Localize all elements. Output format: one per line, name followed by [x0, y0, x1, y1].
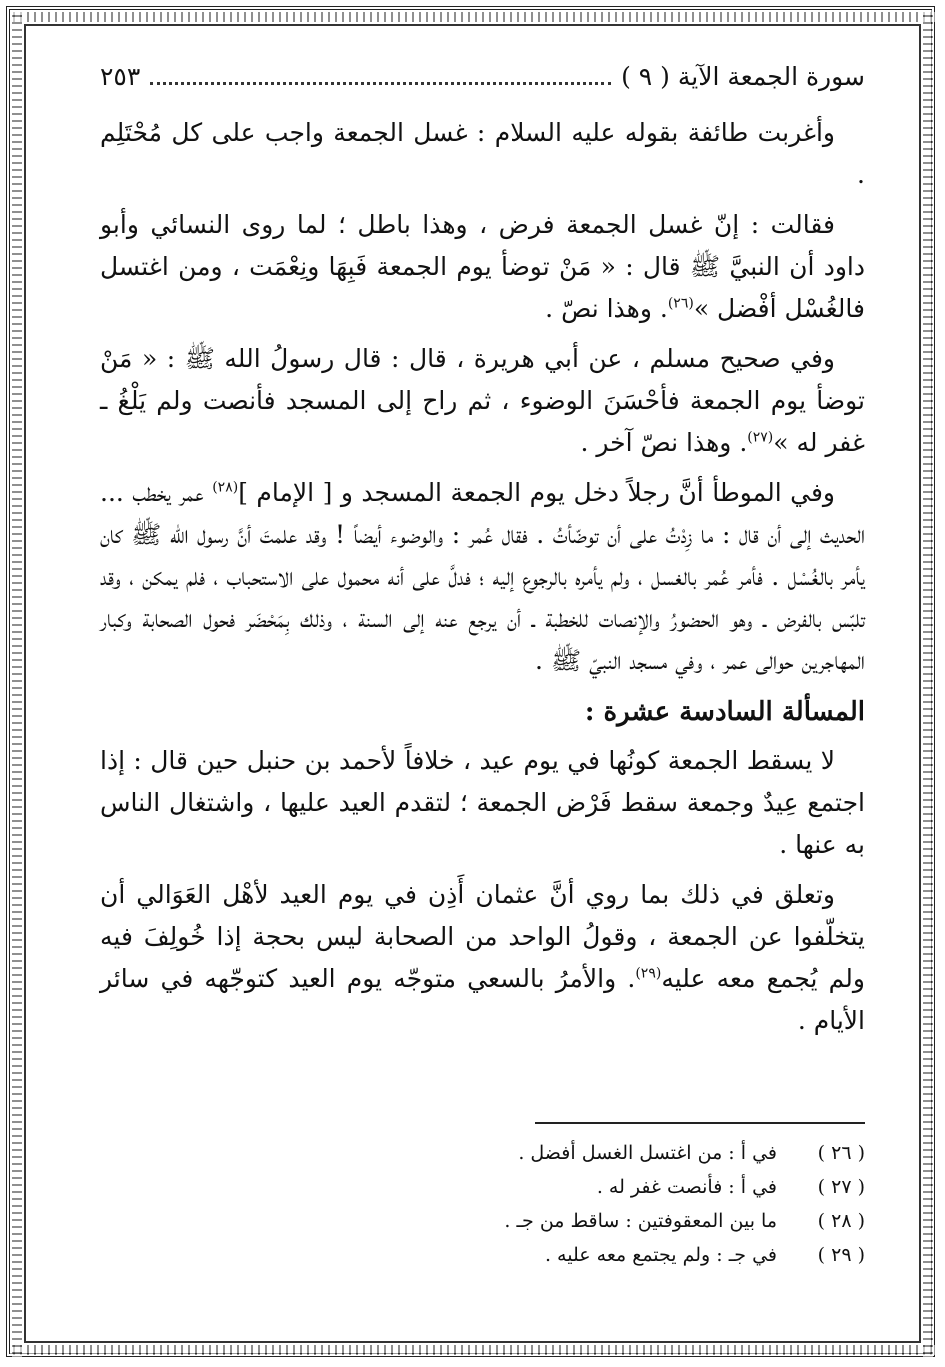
footnote-ref-28[interactable]: (٢٨) — [212, 479, 239, 496]
page-number: ٢٥٣ — [100, 62, 141, 91]
page-content — [100, 60, 865, 1272]
footnote-ref-26[interactable]: (٢٦) — [667, 295, 694, 312]
border-ornament-right — [923, 10, 933, 1357]
running-header — [100, 60, 865, 94]
footnotes — [100, 1136, 865, 1272]
paragraph-4: وفي الموطأ أنَّ رجلاً دخل يوم الجمعة المسجد و [ الإمام ]$^{(٢٨)}$ عمر يخطب ... الحديث إلى أن قال : ما زِدْتُ على أن توضّأتُ . فقال عُمر : والوضوء أيضاً ! وقد علمتَ أنَّ رسول الله ﷺ كان يأمر بالغُسْل . فأمر عُمر بالغسل ، ولم يأمره بالرجوع إليه ؛ فدلَّ على أنه محمول على الاستحباب ، فلم يمكن ، وقد تلبّس بالفرض ـ وهو الحضورُ والإنصات للخطبة ـ أن يرجع عنه إلى السنة ، وذلك بِمَحْضَر فحول الصحابة وكبار المهاجرين حوالى عمر ، وفي مسجد النبيّ ﷺ . — [100, 478, 865, 675]
footnote-26: ( ٢٦ ) في أ : من اغتسل الغسل أفضل . — [518, 1142, 865, 1164]
border-ornament-top — [10, 12, 935, 22]
footnote-divider — [535, 1122, 865, 1124]
header-title: سورة الجمعة الآية ( ٩ ) — [621, 62, 865, 91]
footnote-28: ( ٢٨ ) ما بين المعقوفتين : ساقط من جـ . — [504, 1210, 865, 1232]
border-ornament-bottom — [10, 1345, 935, 1355]
paragraph-2: فقالت : إنّ غسل الجمعة فرض ، وهذا باطل ؛ لما روى النسائي وأبو داود أن النبيَّ ﷺ قال : « مَنْ توضأ يوم الجمعة فَبِهَا ونِعْمَت ، ومن اغتسل فالغُسْل أفْضل »$^{(٢٦)}$. وهذا نصّ . — [100, 210, 865, 323]
border-ornament-left — [12, 10, 22, 1357]
footnote-27: ( ٢٧ ) في أ : فأنصت غفر له . — [596, 1176, 865, 1198]
footnote-ref-29[interactable]: (٢٩) — [635, 965, 662, 982]
footnote-ref-27[interactable]: (٢٧) — [747, 429, 774, 446]
paragraph-5: لا يسقط الجمعة كونُها في يوم عيد ، خلافاً لأحمد بن حنبل حين قال : إذا اجتمع عِيدٌ وجمعة سقط فَرْض الجمعة ؛ لتقدم العيد عليها ، واشتغال الناس به عنها . — [100, 746, 865, 859]
paragraph-3: وفي صحيح مسلم ، عن أبي هريرة ، قال : قال رسولُ الله ﷺ : « مَنْ توضأ يوم الجمعة فأحْسَنَ الوضوء ، ثم راح إلى المسجد فأنصت ولم يَلْغُ ـ غفر له »$^{(٢٧)}$. وهذا نصّ آخر . — [100, 344, 865, 457]
footnote-29: ( ٢٩ ) في جـ : ولم يجتمع معه عليه . — [544, 1244, 865, 1266]
section-heading: المسألة السادسة عشرة : — [584, 697, 865, 727]
paragraph-1: وأغربت طائفة بقوله عليه السلام : غسل الجمعة واجب على كل مُحْتَلِم . — [100, 118, 865, 189]
header-dot-leader — [150, 64, 611, 85]
paragraph-6: وتعلق في ذلك بما روي أنَّ عثمان أَذِن في يوم العيد لأهْل العَوَالي أن يتخلّفوا عن الجمعة ، وقولُ الواحد من الصحابة ليس بحجة إذا خُولِفَ فيه ولم يُجمع معه عليه$^{(٢٩)}$. والأمرُ بالسعي متوجّه يوم العيد كتوجّهه في سائر الأيام . — [100, 880, 865, 1035]
